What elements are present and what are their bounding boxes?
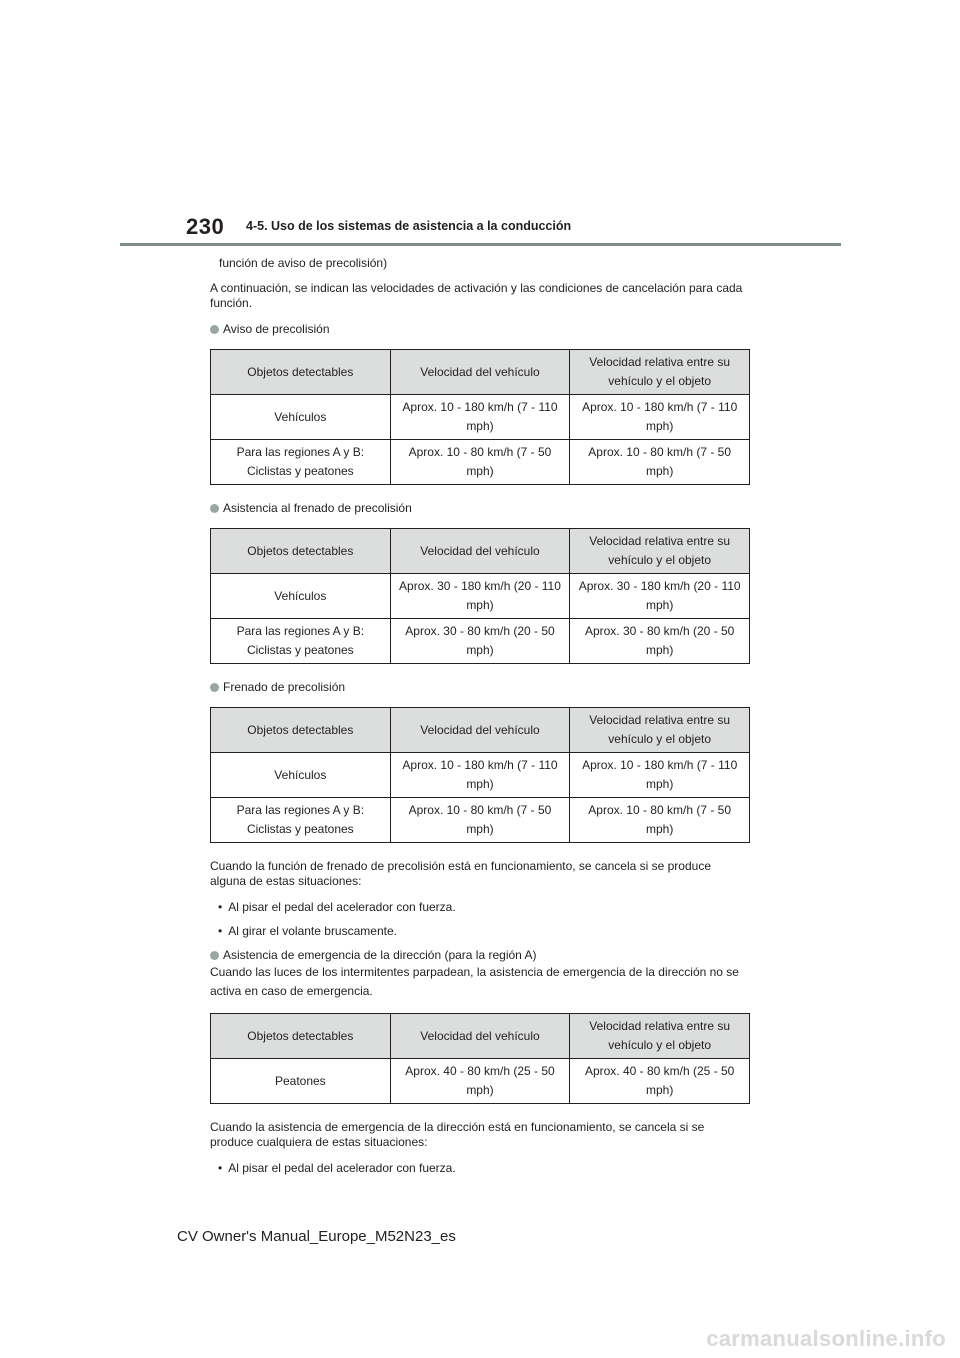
heading-text: Aviso de precolisión (223, 322, 330, 336)
table-cell: Aprox. 10 - 180 km/h (7 - 110 mph) (390, 753, 570, 798)
heading-frenado-precolision (210, 680, 750, 695)
table-row (211, 798, 750, 843)
table-cell: Vehículos (211, 753, 391, 798)
table-cell: Aprox. 40 - 80 km/h (25 - 50 mph) (570, 1059, 750, 1104)
col-header-velocidad-relativa: Velocidad relativa entre su vehículo y el objeto (570, 1014, 750, 1059)
heading-text: Asistencia al frenado de precolisión (223, 501, 412, 515)
col-header-velocidad-relativa: Velocidad relativa entre su vehículo y el objeto (570, 708, 750, 753)
bullet-icon (210, 951, 219, 960)
heading-asistencia-frenado (210, 501, 750, 516)
col-header-objetos: Objetos detectables (211, 350, 391, 395)
header-rule (120, 243, 841, 246)
watermark: carmanualsonline.info (706, 1326, 946, 1351)
page-number: 230 (186, 214, 225, 239)
table-row (211, 395, 750, 440)
heading-asistencia-direccion (210, 948, 750, 963)
table-row (211, 440, 750, 485)
heading-text: Frenado de precolisión (223, 680, 346, 694)
table-cell: Para las regiones A y B: Ciclistas y peatones (211, 798, 391, 843)
table-cell: Vehículos (211, 395, 391, 440)
list-item: • Al pisar el pedal del acelerador con fuerza. (218, 900, 456, 914)
table-cell: Aprox. 10 - 180 km/h (7 - 110 mph) (570, 753, 750, 798)
col-header-velocidad: Velocidad del vehículo (390, 529, 570, 574)
table-cell: Aprox. 10 - 80 km/h (7 - 50 mph) (390, 798, 570, 843)
table-cell: Aprox. 30 - 180 km/h (20 - 110 mph) (390, 574, 570, 619)
col-header-velocidad: Velocidad del vehículo (390, 708, 570, 753)
col-header-velocidad: Velocidad del vehículo (390, 350, 570, 395)
table-header-row (211, 350, 750, 395)
col-header-objetos: Objetos detectables (211, 708, 391, 753)
list-item-text: Al pisar el pedal del acelerador con fuerza. (228, 1161, 456, 1175)
table-cell: Peatones (211, 1059, 391, 1104)
table-cell: Aprox. 30 - 80 km/h (20 - 50 mph) (390, 619, 570, 664)
table-cell: Para las regiones A y B: Ciclistas y peatones (211, 619, 391, 664)
table-header-row (211, 1014, 750, 1059)
table-cell: Aprox. 30 - 80 km/h (20 - 50 mph) (570, 619, 750, 664)
list-item-text: Al girar el volante bruscamente. (228, 924, 397, 938)
table-cell: Aprox. 40 - 80 km/h (25 - 50 mph) (390, 1059, 570, 1104)
col-header-velocidad-relativa: Velocidad relativa entre su vehículo y el objeto (570, 350, 750, 395)
table-row (211, 574, 750, 619)
continuation-text: función de aviso de precolisión) (219, 256, 388, 270)
bullet-icon (210, 504, 219, 513)
table-frenado-precolision (210, 707, 750, 843)
table-row (211, 1059, 750, 1104)
steering-cancel-intro: Cuando la asistencia de emergencia de la dirección está en funcionamiento, se cancela si se produce cualquiera de estas situaciones: (210, 1120, 705, 1149)
braking-cancel-intro: Cuando la función de frenado de precolisión está en funcionamiento, se cancela si se produce alguna de estas situaciones: (210, 859, 711, 888)
table-asistencia-direccion (210, 1013, 750, 1104)
table-header-row (211, 529, 750, 574)
table-cell: Aprox. 10 - 180 km/h (7 - 110 mph) (390, 395, 570, 440)
col-header-velocidad: Velocidad del vehículo (390, 1014, 570, 1059)
intro-paragraph: A continuación, se indican las velocidades de activación y las condiciones de cancelación para cada función. (210, 281, 743, 310)
footer-manual-name: CV Owner's Manual_Europe_M52N23_es (177, 1228, 456, 1245)
list-item: • Al pisar el pedal del acelerador con fuerza. (218, 1161, 456, 1175)
table-asistencia-frenado (210, 528, 750, 664)
heading-text: Asistencia de emergencia de la dirección (para la región A) (223, 948, 537, 962)
table-header-row (211, 708, 750, 753)
table-row (211, 619, 750, 664)
table-cell: Aprox. 10 - 80 km/h (7 - 50 mph) (570, 440, 750, 485)
bullet-icon (210, 325, 219, 334)
list-item-text: Al pisar el pedal del acelerador con fuerza. (228, 900, 456, 914)
table-aviso-precolision (210, 349, 750, 485)
col-header-velocidad-relativa: Velocidad relativa entre su vehículo y el objeto (570, 529, 750, 574)
page-content (210, 256, 750, 1185)
list-item: • Al girar el volante bruscamente. (218, 924, 397, 938)
steering-note: Cuando las luces de los intermitentes parpadean, la asistencia de emergencia de la dirección no se activa en caso de emergencia. (210, 965, 739, 998)
col-header-objetos: Objetos detectables (211, 529, 391, 574)
heading-aviso-precolision (210, 322, 750, 337)
bullet-icon (210, 683, 219, 692)
table-cell: Aprox. 10 - 80 km/h (7 - 50 mph) (390, 440, 570, 485)
table-cell: Para las regiones A y B: Ciclistas y peatones (211, 440, 391, 485)
section-title: 4-5. Uso de los sistemas de asistencia a la conducción (246, 219, 572, 233)
table-cell: Aprox. 10 - 80 km/h (7 - 50 mph) (570, 798, 750, 843)
table-cell: Aprox. 30 - 180 km/h (20 - 110 mph) (570, 574, 750, 619)
col-header-objetos: Objetos detectables (211, 1014, 391, 1059)
table-cell: Aprox. 10 - 180 km/h (7 - 110 mph) (570, 395, 750, 440)
table-cell: Vehículos (211, 574, 391, 619)
table-row (211, 753, 750, 798)
